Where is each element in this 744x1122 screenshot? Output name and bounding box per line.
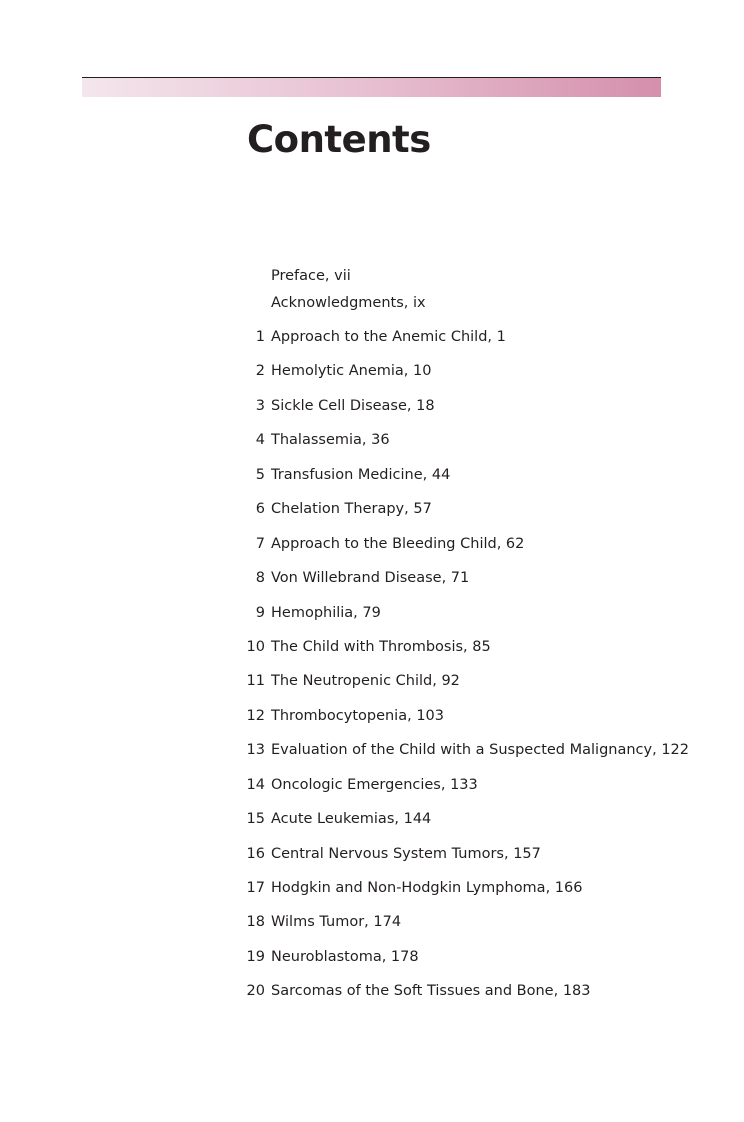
chapter-number: 11 bbox=[246, 673, 265, 689]
chapter-title: Central Nervous System Tumors, 157 bbox=[271, 846, 541, 862]
toc-entry-acknowledgments[interactable]: Acknowledgments, ix bbox=[271, 295, 426, 311]
chapter-title: Sarcomas of the Soft Tissues and Bone, 183 bbox=[271, 983, 591, 999]
toc-entry-preface[interactable]: Preface, vii bbox=[271, 268, 351, 284]
chapter-number: 5 bbox=[255, 467, 265, 483]
chapter-number: 9 bbox=[255, 605, 265, 621]
toc-entry[interactable] bbox=[0, 397, 744, 415]
toc-entry[interactable] bbox=[0, 982, 744, 1000]
toc-entry[interactable] bbox=[0, 948, 744, 966]
toc-entry[interactable] bbox=[0, 845, 744, 863]
chapter-title: Approach to the Bleeding Child, 62 bbox=[271, 536, 525, 552]
toc-entry[interactable] bbox=[0, 466, 744, 484]
chapter-number: 8 bbox=[255, 570, 265, 586]
chapter-title: Wilms Tumor, 174 bbox=[271, 914, 402, 930]
toc-entry[interactable] bbox=[0, 638, 744, 656]
toc-entry[interactable] bbox=[0, 362, 744, 380]
chapter-number: 4 bbox=[255, 432, 265, 448]
toc-entry[interactable] bbox=[0, 569, 744, 587]
chapter-number: 14 bbox=[246, 777, 265, 793]
chapter-title: Hemophilia, 79 bbox=[271, 605, 381, 621]
chapter-title: Von Willebrand Disease, 71 bbox=[271, 570, 470, 586]
chapter-number: 20 bbox=[246, 983, 265, 999]
chapter-number: 17 bbox=[246, 880, 265, 896]
chapter-title: Neuroblastoma, 178 bbox=[271, 949, 419, 965]
toc-entry[interactable] bbox=[0, 913, 744, 931]
chapter-title: Hodgkin and Non-Hodgkin Lymphoma, 166 bbox=[271, 880, 583, 896]
chapter-title: Thrombocytopenia, 103 bbox=[271, 708, 444, 724]
chapter-title: Evaluation of the Child with a Suspected Malignancy, 122 bbox=[271, 742, 689, 758]
chapter-number: 13 bbox=[246, 742, 265, 758]
chapter-title: The Child with Thrombosis, 85 bbox=[271, 639, 491, 655]
chapter-number: 6 bbox=[255, 501, 265, 517]
chapter-title: The Neutropenic Child, 92 bbox=[271, 673, 460, 689]
chapter-title: Acute Leukemias, 144 bbox=[271, 811, 432, 827]
toc-entry[interactable] bbox=[0, 741, 744, 759]
toc-entry[interactable] bbox=[0, 672, 744, 690]
chapter-number: 2 bbox=[255, 363, 265, 379]
chapter-number: 18 bbox=[246, 914, 265, 930]
chapter-title: Transfusion Medicine, 44 bbox=[271, 467, 451, 483]
chapter-title: Hemolytic Anemia, 10 bbox=[271, 363, 432, 379]
page-title: Contents bbox=[247, 118, 431, 161]
toc-entry[interactable] bbox=[0, 431, 744, 449]
chapter-title: Oncologic Emergencies, 133 bbox=[271, 777, 478, 793]
chapter-title: Sickle Cell Disease, 18 bbox=[271, 398, 435, 414]
toc-entry[interactable] bbox=[0, 328, 744, 346]
toc-entry[interactable] bbox=[0, 604, 744, 622]
chapter-title: Chelation Therapy, 57 bbox=[271, 501, 432, 517]
toc-entry[interactable] bbox=[0, 879, 744, 897]
toc-entry[interactable] bbox=[0, 776, 744, 794]
chapter-number: 10 bbox=[246, 639, 265, 655]
chapter-title: Approach to the Anemic Child, 1 bbox=[271, 329, 506, 345]
toc-entry[interactable] bbox=[0, 707, 744, 725]
chapter-number: 1 bbox=[255, 329, 265, 345]
chapter-number: 12 bbox=[246, 708, 265, 724]
chapter-number: 19 bbox=[246, 949, 265, 965]
toc-entry[interactable] bbox=[0, 535, 744, 553]
chapter-number: 3 bbox=[255, 398, 265, 414]
chapter-number: 15 bbox=[246, 811, 265, 827]
toc-entry[interactable] bbox=[0, 500, 744, 518]
chapter-number: 7 bbox=[255, 536, 265, 552]
toc-entry[interactable] bbox=[0, 810, 744, 828]
chapter-number: 16 bbox=[246, 846, 265, 862]
chapter-title: Thalassemia, 36 bbox=[271, 432, 390, 448]
